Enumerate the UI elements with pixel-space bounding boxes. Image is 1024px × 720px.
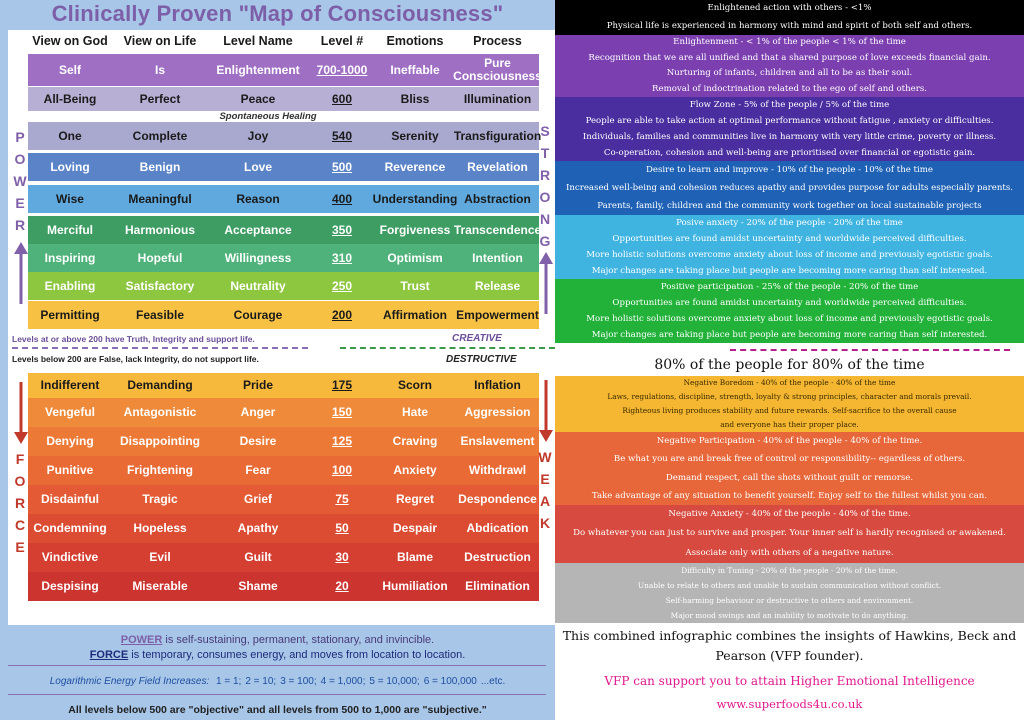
level-row <box>28 456 539 485</box>
letter: O <box>14 151 26 167</box>
cell-life: Harmonious <box>124 222 195 237</box>
combined-text-line-1: This combined infographic combines the insights of Hawkins, Beck and <box>562 628 1017 643</box>
cell-life: Satisfactory <box>125 278 195 293</box>
cell-level: 50 <box>335 521 349 535</box>
above-200-note: Levels at or above 200 have Truth, Integrity and support life. <box>12 334 255 344</box>
band-line: Be what you are and break free of control or responsibility-- egardless of others. <box>613 454 966 465</box>
band-line: Unable to relate to others and unable to sustain communication without conflict. <box>637 581 942 590</box>
cell-name: Enlightenment <box>216 62 300 77</box>
cell-name: Anger <box>240 405 276 419</box>
middle-title: 80% of the people for 80% of the time <box>654 357 925 373</box>
cell-emotion: Hate <box>401 405 428 419</box>
level-row <box>28 514 539 543</box>
cell-life: Complete <box>132 128 188 143</box>
band-line: People are able to take action at optimal performance without fatigue , anxiety or difficulties. <box>585 116 994 126</box>
cell-emotion: Forgiveness <box>379 222 451 237</box>
cell-life: Tragic <box>142 492 178 506</box>
negative-band <box>555 432 1024 505</box>
force-word: FORCE <box>89 649 129 661</box>
cell-god: Wise <box>56 191 84 206</box>
log-scale-line <box>0 676 555 687</box>
negative-band <box>555 505 1024 563</box>
letter: A <box>539 493 551 509</box>
band-line: Do whatever you can just to survive and prosper. Your inner self is hardly recognised or awakened. <box>573 528 1006 539</box>
cell-process: Despondence <box>458 492 537 506</box>
cell-life: Hopeful <box>137 250 183 265</box>
cell-name: Guilt <box>244 550 272 564</box>
header-emotions: Emotions <box>386 34 444 48</box>
combined-text-line-2: Pearson (VFP founder). <box>715 648 864 663</box>
cell-god: Disdainful <box>40 492 99 506</box>
cell-level: 30 <box>335 550 349 564</box>
weak-down-arrow-icon <box>538 378 554 442</box>
weak-letters <box>537 446 553 534</box>
consciousness-band <box>555 35 1024 97</box>
cell-emotion: Regret <box>395 492 434 506</box>
band-line: Self-harming behaviour or destructive to others and environment. <box>665 596 914 605</box>
letter: N <box>539 211 551 227</box>
log-value: 6 = 100,000 <box>423 676 477 687</box>
power-definition <box>0 634 555 646</box>
level-row <box>28 185 539 213</box>
header-level-name: Level Name <box>223 34 293 48</box>
letter: E <box>540 471 550 487</box>
cell-emotion: Serenity <box>391 128 439 143</box>
band-heading: Negative Anxiety - 40% of the people - 40% of the time. <box>668 509 911 519</box>
cell-level: 100 <box>331 463 353 477</box>
cell-level: 125 <box>331 434 353 448</box>
letter: O <box>14 473 26 489</box>
header-view-on-god: View on God <box>32 34 108 48</box>
cell-process: Transfiguration <box>453 128 542 143</box>
cell-process: Revelation <box>467 159 528 174</box>
header-level-number: Level # <box>320 34 364 48</box>
cell-level: 400 <box>331 191 353 206</box>
cell-god: Vengeful <box>44 405 95 419</box>
below-200-note: Levels below 200 are False, lack Integrity, do not support life. <box>12 354 259 364</box>
cell-process: Transcendence <box>453 222 542 237</box>
band-heading: Difficulty in Tuning - 20% of the people - 20% of the time. <box>681 566 898 575</box>
band-line: Take advantage of any situation to benefit yourself. Enjoy self to the fullest whilst you can. <box>591 490 988 501</box>
cell-life: Miserable <box>132 579 188 593</box>
log-value: 5 = 10,000; <box>369 676 420 687</box>
level-row <box>28 373 539 398</box>
consciousness-band <box>555 97 1024 161</box>
band-heading: Positive participation - 25% of the people - 20% of the time <box>660 282 919 292</box>
creative-divider <box>340 347 555 349</box>
cell-life: Is <box>154 62 165 77</box>
cell-process: Empowerment <box>456 307 539 322</box>
cell-name: Willingness <box>224 250 292 265</box>
force-letters <box>12 448 28 558</box>
cell-level: 200 <box>331 307 353 322</box>
band-line: Major mood swings and an inability to motivate to do anything. <box>670 611 909 620</box>
band-line: Removal of indoctrination related to the ego of self and others. <box>652 83 927 94</box>
cell-process: Illumination <box>463 91 532 106</box>
level-row <box>28 543 539 572</box>
header-view-on-life: View on Life <box>123 34 197 48</box>
strong-up-arrow-icon <box>538 252 554 316</box>
cell-level: 600 <box>331 91 353 106</box>
cell-name: Apathy <box>237 521 279 535</box>
cell-name: Reason <box>236 191 280 206</box>
cell-name: Peace <box>240 91 276 106</box>
power-letters <box>12 126 28 236</box>
cell-emotion: Blame <box>396 550 434 564</box>
force-definition <box>0 649 555 661</box>
log-value: 4 = 1,000; <box>320 676 366 687</box>
vfp-support-text: VFP can support you to attain Higher Emotional Intelligence <box>604 674 975 688</box>
band-line: More holistic solutions overcome anxiety about loss of income and previously egotistic goals. <box>586 250 993 260</box>
band-line: Increased well-being and cohesion reduces apathy and provides purpose for adults especially parents. <box>566 183 1013 193</box>
letter: G <box>539 233 551 249</box>
letter: R <box>539 167 551 183</box>
cell-name: Joy <box>247 128 269 143</box>
band-heading: Enlightenment - < 1% of the people < 1% of the time <box>673 37 906 47</box>
cell-life: Antagonistic <box>123 405 197 419</box>
cell-process: Intention <box>472 250 523 265</box>
band-line: Individuals, families and communities live in harmony with very little crime, poverty or illness. <box>582 132 997 142</box>
cell-name: Acceptance <box>224 222 292 237</box>
cell-name: Fear <box>245 463 271 477</box>
negative-band <box>555 563 1024 623</box>
consciousness-band <box>555 0 1024 35</box>
level-row <box>28 122 542 150</box>
cell-life: Evil <box>149 550 171 564</box>
band-line: and everyone has their proper place. <box>720 420 859 429</box>
band-line: Associate only with others of a negative nature. <box>685 547 894 558</box>
cell-name: Courage <box>233 307 283 322</box>
level-row <box>28 272 539 300</box>
band-line: Recognition that we are all unified and that a shared purpose of love exceeds financial gain. <box>588 52 991 63</box>
cell-god: Merciful <box>46 222 93 237</box>
band-line: Laws, regulations, discipline, strength, loyalty & strong principles, character and morals prevail. <box>607 392 972 401</box>
cell-god: Self <box>58 62 81 77</box>
cell-name: Neutrality <box>230 278 286 293</box>
cell-emotion: Affirmation <box>383 307 447 322</box>
log-value: 1 = 1; <box>216 676 242 687</box>
strong-letters <box>537 120 553 252</box>
cell-life: Frightening <box>127 463 193 477</box>
negative-band <box>555 376 1024 432</box>
log-scale-values <box>212 676 505 687</box>
footer-divider-2 <box>8 694 546 695</box>
band-line: Righteous living produces stability and future rewards. Self-sacrifice to the overall cause <box>622 406 957 415</box>
cell-emotion: Scorn <box>397 378 432 392</box>
level-row <box>28 153 539 181</box>
middle-divider <box>730 349 1010 351</box>
band-line: Parents, family, children and the community work together on local sustainable projects <box>597 201 982 211</box>
cell-process: Destruction <box>464 550 531 564</box>
letter: C <box>14 517 26 533</box>
cell-level: 540 <box>331 128 353 143</box>
cell-emotion: Bliss <box>400 91 430 106</box>
cell-level: 75 <box>335 492 349 506</box>
letter: E <box>15 195 25 211</box>
band-heading: Desire to learn and improve - 10% of the people - 10% of the time <box>646 165 933 175</box>
letter: K <box>539 515 551 531</box>
cell-level: 175 <box>331 378 353 392</box>
band-line: Major changes are taking place but people are becoming more caring than self interested. <box>591 266 988 276</box>
band-line: Opportunities are found amidst uncertainty and worldwide perceived difficulties. <box>612 234 967 244</box>
cell-emotion: Trust <box>400 278 430 293</box>
level-row <box>28 301 539 329</box>
letter: W <box>538 449 552 465</box>
band-heading: Enlightened action with others - <1% <box>707 3 872 13</box>
letter: R <box>14 217 26 233</box>
cell-life: Feasible <box>135 307 185 322</box>
power-word: POWER <box>120 634 163 646</box>
band-line: Demand respect, call the shots without guilt or remorse. <box>665 472 914 483</box>
power-definition-text: is self-sustaining, permanent, stationary, and invincible. <box>162 634 435 646</box>
letter: P <box>15 129 25 145</box>
letter: O <box>539 189 551 205</box>
band-line: Co-operation, cohesion and well-being are prioritised over financial or egotistic gain. <box>603 148 976 158</box>
cell-emotion: Optimism <box>387 250 443 265</box>
cell-emotion: Understanding <box>372 191 458 206</box>
cell-level: 310 <box>331 250 353 265</box>
cell-god: One <box>58 128 82 143</box>
cell-level: 250 <box>331 278 353 293</box>
cell-process: Abdication <box>466 521 529 535</box>
map-title: Clinically Proven "Map of Consciousness" <box>51 1 504 26</box>
cell-god: Loving <box>50 159 90 174</box>
band-heading: Flow Zone - 5% of the people / 5% of the time <box>689 100 890 110</box>
letter: F <box>15 451 25 467</box>
band-line: Major changes are taking place but people are becoming more caring than self interested. <box>591 330 988 340</box>
cell-process: Pure Consciousness <box>453 56 542 83</box>
spontaneous-healing-note: Spontaneous Healing <box>219 111 317 122</box>
cell-process: Release <box>474 278 521 293</box>
log-value: ...etc. <box>480 676 506 687</box>
level-row <box>28 244 539 272</box>
letter: E <box>15 539 25 555</box>
cell-god: All-Being <box>43 91 97 106</box>
letter: R <box>14 495 26 511</box>
header-process: Process <box>473 34 522 48</box>
footer-divider <box>8 665 546 666</box>
cell-level: 20 <box>335 579 349 593</box>
level-row <box>28 54 542 86</box>
cell-god: Indifferent <box>40 378 100 392</box>
cell-god: Despising <box>41 579 99 593</box>
cell-god: Permitting <box>40 307 100 322</box>
cell-god: Inspiring <box>44 250 96 265</box>
cell-life: Perfect <box>139 91 181 106</box>
band-line: More holistic solutions overcome anxiety about loss of income and previously egotistic goals. <box>586 314 993 324</box>
letter: S <box>540 123 550 139</box>
cell-process: Aggression <box>464 405 531 419</box>
cell-level: 150 <box>331 405 353 419</box>
cell-emotion: Reverence <box>384 159 446 174</box>
cell-emotion: Despair <box>392 521 438 535</box>
band-line: Opportunities are found amidst uncertainty and worldwide perceived difficulties. <box>612 298 967 308</box>
level-row <box>28 398 539 427</box>
band-line: Physical life is experienced in harmony with mind and spirit of both self and others. <box>606 20 973 31</box>
cell-god: Enabling <box>44 278 96 293</box>
cell-process: Elimination <box>465 579 530 593</box>
consciousness-table-card <box>8 30 557 625</box>
letter: T <box>540 145 550 161</box>
log-value: 2 = 10; <box>245 676 277 687</box>
level-row <box>28 572 539 601</box>
cell-god: Denying <box>46 434 94 448</box>
cell-god: Condemning <box>33 521 107 535</box>
level-row <box>28 87 539 111</box>
cell-life: Hopeless <box>133 521 187 535</box>
cell-name: Love <box>243 159 272 174</box>
cell-emotion: Craving <box>392 434 438 448</box>
cell-life: Benign <box>139 159 181 174</box>
consciousness-band <box>555 161 1024 215</box>
cell-emotion: Ineffable <box>390 62 440 77</box>
destructive-label: DESTRUCTIVE <box>446 354 517 365</box>
power-up-arrow-icon <box>13 242 29 306</box>
cell-emotion: Anxiety <box>393 463 437 477</box>
cell-process: Inflation <box>474 378 521 392</box>
cell-god: Punitive <box>46 463 94 477</box>
creative-label: CREATIVE <box>452 333 502 344</box>
level-row <box>28 427 539 456</box>
cell-emotion: Humiliation <box>382 579 448 593</box>
force-down-arrow-icon <box>13 380 29 444</box>
cell-name: Grief <box>243 492 272 506</box>
log-value: 3 = 100; <box>280 676 317 687</box>
website-link[interactable]: www.superfoods4u.co.uk <box>716 697 863 711</box>
level-row <box>28 216 542 244</box>
force-definition-text: is temporary, consumes energy, and moves from location to location. <box>128 649 466 661</box>
cell-level: 500 <box>331 159 353 174</box>
cell-name: Shame <box>238 579 278 593</box>
cell-process: Enslavement <box>460 434 535 448</box>
objective-subjective-note: All levels below 500 are "objective" and all levels from 500 to 1,000 are "subjective." <box>68 704 487 716</box>
emotional-intelligence-panel <box>555 0 1024 720</box>
cell-level: 350 <box>331 222 353 237</box>
cell-name: Desire <box>239 434 277 448</box>
cell-life: Demanding <box>127 378 193 392</box>
consciousness-band <box>555 279 1024 343</box>
cell-life: Disappointing <box>120 434 200 448</box>
band-heading: Negative Boredom - 40% of the people - 40% of the time <box>683 378 896 387</box>
band-heading: Negative Participation - 40% of the people - 40% of the time. <box>656 436 923 446</box>
letter: W <box>13 173 27 189</box>
consciousness-band <box>555 215 1024 279</box>
cell-level: 700-1000 <box>316 62 368 77</box>
cell-god: Vindictive <box>41 550 99 564</box>
band-heading: Posive anxiety - 20% of the people - 20% of the time <box>676 218 903 228</box>
cell-name: Pride <box>242 378 273 392</box>
cell-process: Withdrawl <box>468 463 527 477</box>
level-row <box>28 485 539 514</box>
log-scale-label: Logarithmic Energy Field Increases: <box>49 676 210 687</box>
cell-process: Abstraction <box>464 191 531 206</box>
above-divider <box>12 347 308 349</box>
cell-life: Meaningful <box>128 191 192 206</box>
band-line: Nurturing of infants, children and all to be as their soul. <box>666 68 913 78</box>
